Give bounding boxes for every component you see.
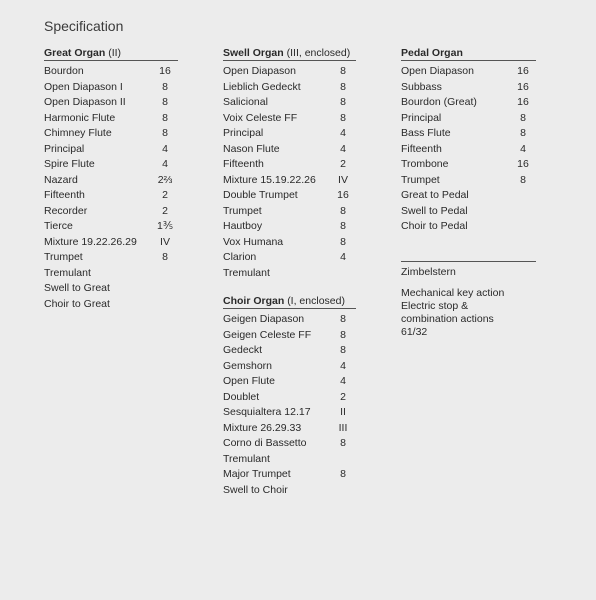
action-note: Mechanical key action [401,287,505,299]
swell-organ-division [223,47,356,281]
stop-pitch: 8 [340,80,346,93]
stop-row [401,204,536,220]
stop-pitch: 4 [520,142,526,155]
stop-row [223,483,356,499]
stop-pitch: 8 [340,220,346,232]
action-note: Electric stop & [401,300,469,312]
stop-pitch: 8 [520,111,526,124]
stop-pitch: IV [338,173,348,186]
stop-pitch: 4 [340,251,346,263]
stop-name: Choir to Pedal [401,220,468,232]
stop-name: Bourdon [44,65,84,77]
stop-row [223,126,356,142]
stop-pitch [330,483,356,499]
stop-pitch: 4 [340,375,346,387]
stop-name: Sesquialtera 12.17 [223,406,311,418]
division-subtitle: (I, enclosed) [287,295,345,307]
stop-name: Tremulant [44,266,91,279]
stop-pitch: 16 [337,189,349,201]
zimbelstern-label: Zimbelstern [401,266,456,278]
stop-pitch: 1⅗ [156,220,174,232]
stop-pitch: III [338,421,348,434]
page-title: Specification [44,18,124,34]
stop-pitch: 8 [520,127,526,139]
stop-name: Open Diapason [223,65,296,77]
stop-name: Tremulant [223,452,270,465]
stop-row [401,219,536,235]
stop-pitch: 8 [340,235,346,248]
stop-name: Bass Flute [401,127,451,139]
stop-pitch: 8 [340,313,346,325]
stop-row [401,188,536,204]
stop-name: Voix Celeste FF [223,111,298,124]
stop-name: Swell to Choir [223,483,288,496]
stop-name: Corno di Bassetto [223,437,307,449]
stop-row [44,80,178,96]
stop-row [401,95,536,111]
stop-pitch: 8 [340,328,346,341]
stop-pitch [330,266,356,282]
stop-row [401,126,536,142]
stop-row [223,452,356,468]
stop-name: Gemshorn [223,359,273,372]
stop-pitch: 8 [340,65,346,77]
stop-name: Clarion [223,251,257,263]
division-subtitle: (II) [108,47,122,59]
stop-name: Trombone [401,158,449,170]
stop-name: Recorder [44,204,88,217]
stop-name: Principal [223,127,264,139]
stop-name: Gedeckt [223,344,263,356]
stop-row [44,173,178,189]
stop-row [223,266,356,282]
stop-name: Nazard [44,173,78,186]
stop-name: Fifteenth [223,158,264,170]
extras-block [401,261,536,339]
stop-pitch: 8 [340,96,346,108]
stop-name: Swell to Great [44,282,110,294]
stop-row [401,111,536,127]
stop-row [223,390,356,406]
stop-row [223,188,356,204]
stop-name: Swell to Pedal [401,204,468,217]
division-heading [44,47,178,61]
stop-name: Bourdon (Great) [401,96,477,108]
stop-row [223,64,356,80]
stop-row [223,142,356,158]
stop-name: Open Flute [223,375,275,387]
stop-list [223,312,356,498]
stop-pitch [330,452,356,468]
stop-row [44,95,178,111]
division-heading [223,47,356,61]
stop-name: Tremulant [223,266,270,279]
division-heading [401,47,536,61]
stop-row [44,266,178,282]
stop-name: Choir to Great [44,297,110,310]
pedal-organ-division [401,47,536,235]
stop-name: Mixture 15.19.22.26 [223,173,316,186]
stop-list [44,64,178,312]
stop-pitch: 4 [162,142,168,155]
stop-pitch: 2⅔ [157,173,173,186]
stop-name: Harmonic Flute [44,111,116,124]
stop-row [223,173,356,189]
stop-pitch: 16 [517,80,529,93]
stop-row [44,204,178,220]
stop-row [401,64,536,80]
stop-name: Nason Flute [223,142,280,155]
stop-pitch: 8 [340,468,346,480]
stop-row [401,173,536,189]
stop-name: Trumpet [44,251,83,263]
stop-pitch: 4 [162,158,168,170]
stop-pitch: 4 [340,142,346,155]
stop-pitch: 16 [517,96,529,108]
stop-name: Principal [401,111,442,124]
stop-pitch [152,266,178,282]
stop-name: Tierce [44,220,73,232]
stop-row [223,359,356,375]
stop-pitch: 2 [162,204,168,217]
stop-pitch: 16 [159,65,171,77]
stop-row [44,281,178,297]
stop-list [401,64,536,235]
stop-name: Geigen Celeste FF [223,328,312,341]
stop-row [44,297,178,313]
stop-row [44,126,178,142]
stop-name: Spire Flute [44,158,95,170]
stop-row [223,436,356,452]
stop-name: Doublet [223,390,260,403]
stop-row [223,235,356,251]
stop-row [44,157,178,173]
stop-name: Subbass [401,80,442,93]
stop-pitch: 8 [162,251,168,263]
stop-name: Open Diapason [401,65,474,77]
stop-pitch: 8 [340,111,346,124]
stop-row [223,405,356,421]
stop-pitch: 8 [162,111,168,124]
stop-pitch [152,297,178,313]
division-name: Swell Organ [223,47,284,59]
stop-name: Principal [44,142,85,155]
stop-row [223,204,356,220]
stop-pitch: 8 [340,437,346,449]
stop-row [223,312,356,328]
stop-pitch: 16 [517,158,529,170]
stop-row [223,328,356,344]
stop-row [223,157,356,173]
stop-row [223,421,356,437]
stop-row [223,95,356,111]
stop-row [44,111,178,127]
stop-row [44,142,178,158]
stop-pitch: 8 [340,344,346,356]
stop-name: Salicional [223,96,268,108]
stop-pitch: II [340,406,346,418]
division-subtitle: (III, enclosed) [286,47,351,59]
stop-pitch: 8 [520,173,526,186]
stop-name: Fifteenth [44,189,85,201]
stop-list [223,64,356,281]
stop-pitch: IV [160,235,170,248]
division-name: Choir Organ [223,295,285,307]
division-name: Great Organ [44,47,106,59]
stop-pitch: 4 [340,359,346,372]
stop-row [44,188,178,204]
division-name: Pedal Organ [401,47,463,59]
division-heading [223,295,356,309]
stop-pitch: 8 [162,96,168,108]
stop-row [223,374,356,390]
stop-row [223,467,356,483]
stop-row [44,64,178,80]
stop-pitch: 8 [162,80,168,93]
stop-name: Fifteenth [401,142,442,155]
stop-name: Major Trumpet [223,468,291,480]
stop-row [44,250,178,266]
stop-name: Trumpet [401,173,440,186]
stop-pitch [510,204,536,220]
stop-row [44,235,178,251]
great-organ-division [44,47,178,312]
stop-row [223,250,356,266]
stop-row [223,80,356,96]
action-note: 61/32 [401,326,428,338]
stop-row [401,80,536,96]
stop-row [223,343,356,359]
stop-name: Open Diapason II [44,96,126,108]
stop-row [401,142,536,158]
stop-row [223,219,356,235]
stop-name: Geigen Diapason [223,313,305,325]
stop-pitch [152,281,178,297]
stop-name: Mixture 19.22.26.29 [44,235,137,248]
action-note: combination actions [401,313,494,325]
stop-pitch [510,219,536,235]
stop-pitch: 16 [517,65,529,77]
stop-name: Double Trumpet [223,189,298,201]
stop-pitch: 8 [162,127,168,139]
stop-name: Hautboy [223,220,263,232]
stop-name: Chimney Flute [44,127,112,139]
stop-pitch: 8 [340,204,346,217]
stop-name: Trumpet [223,204,262,217]
stop-pitch [510,188,536,204]
stop-row [401,157,536,173]
stop-name: Lieblich Gedeckt [223,80,301,93]
stop-pitch: 2 [340,158,346,170]
stop-pitch: 2 [340,390,346,403]
stop-row [44,219,178,235]
stop-row [223,111,356,127]
stop-name: Mixture 26.29.33 [223,421,302,434]
stop-name: Open Diapason I [44,80,123,93]
stop-pitch: 2 [162,189,168,201]
stop-pitch: 4 [340,127,346,139]
choir-organ-division [223,295,356,498]
stop-name: Vox Humana [223,235,284,248]
stop-name: Great to Pedal [401,189,469,201]
